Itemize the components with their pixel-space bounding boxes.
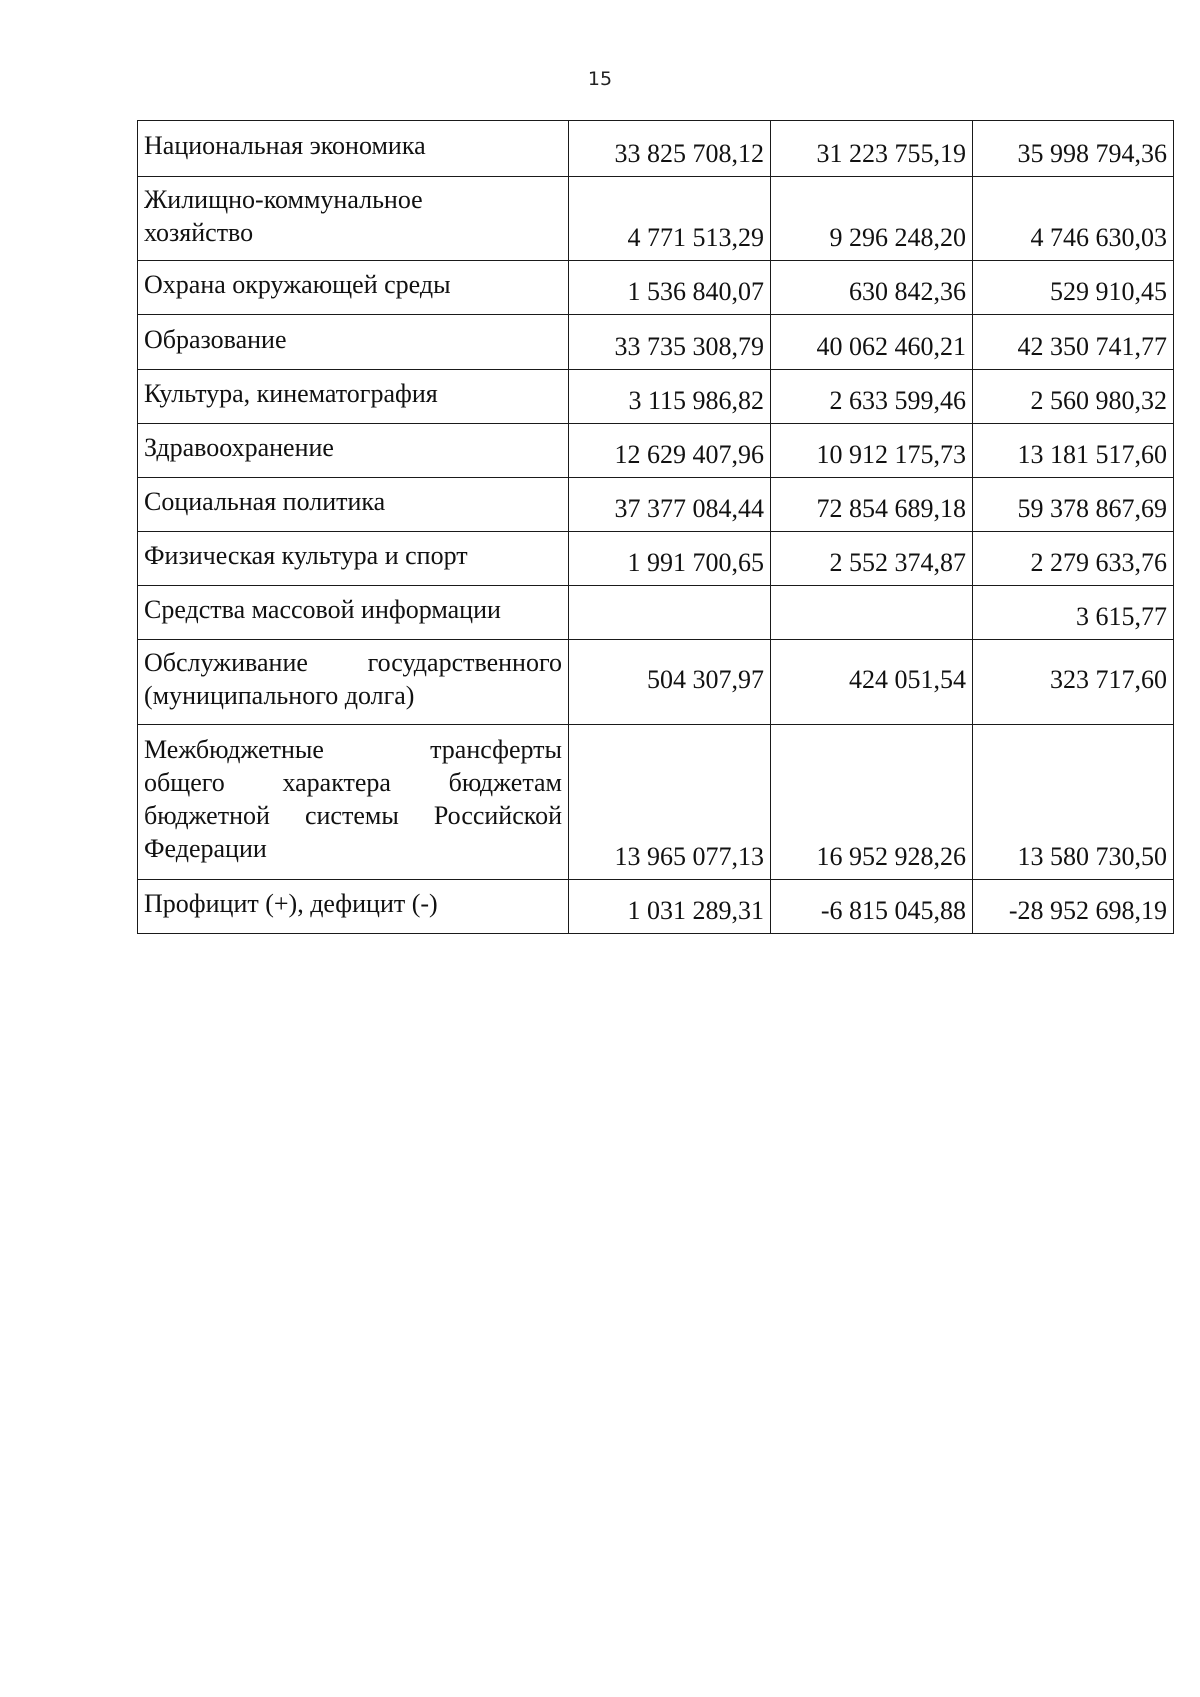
- row-label: [138, 315, 569, 370]
- value-cell: 4 746 630,03: [973, 177, 1174, 261]
- row-label-line: Федерации: [144, 834, 267, 863]
- row-label-line: Физическая культура и спорт: [144, 541, 468, 570]
- value-cell: 323 717,60: [973, 640, 1174, 725]
- row-label-line: Здравоохранение: [144, 433, 334, 462]
- row-label-line: (муниципального долга): [144, 681, 415, 710]
- budget-table: [137, 120, 1174, 934]
- value-cell: 40 062 460,21: [771, 315, 973, 370]
- row-label-line: Обслуживание государственного: [144, 648, 562, 677]
- value-cell: 9 296 248,20: [771, 177, 973, 261]
- value-cell: 42 350 741,77: [973, 315, 1174, 370]
- row-label-line: Межбюджетные трансферты: [144, 735, 562, 764]
- row-label-line: Охрана окружающей среды: [144, 270, 451, 299]
- table-row: [138, 478, 1174, 532]
- value-cell: 33 825 708,12: [569, 121, 771, 177]
- value-cell: 2 560 980,32: [973, 370, 1174, 424]
- row-label: [138, 880, 569, 934]
- value-cell: 13 181 517,60: [973, 424, 1174, 478]
- value-cell: 1 991 700,65: [569, 532, 771, 586]
- value-cell: [569, 586, 771, 640]
- value-cell: 16 952 928,26: [771, 725, 973, 880]
- value-cell: 2 633 599,46: [771, 370, 973, 424]
- value-cell: 59 378 867,69: [973, 478, 1174, 532]
- value-cell: 72 854 689,18: [771, 478, 973, 532]
- table-row: [138, 880, 1174, 934]
- row-label-line: хозяйство: [144, 217, 254, 247]
- table-row: [138, 424, 1174, 478]
- value-cell: 1 536 840,07: [569, 261, 771, 315]
- value-cell: 630 842,36: [771, 261, 973, 315]
- value-cell: 1 031 289,31: [569, 880, 771, 934]
- row-label: [138, 177, 569, 261]
- value-cell: 4 771 513,29: [569, 177, 771, 261]
- value-cell: 13 965 077,13: [569, 725, 771, 880]
- table-row: [138, 532, 1174, 586]
- page-number: 15: [587, 68, 613, 90]
- row-label: [138, 261, 569, 315]
- value-cell: 504 307,97: [569, 640, 771, 725]
- row-label: [138, 532, 569, 586]
- value-cell: 10 912 175,73: [771, 424, 973, 478]
- table-row: [138, 177, 1174, 261]
- row-label: [138, 121, 569, 177]
- value-cell: 424 051,54: [771, 640, 973, 725]
- row-label-line: Профицит (+), дефицит (-): [144, 889, 438, 918]
- value-cell: 31 223 755,19: [771, 121, 973, 177]
- row-label-line: Национальная экономика: [144, 131, 426, 160]
- value-cell: 2 279 633,76: [973, 532, 1174, 586]
- table-row: [138, 586, 1174, 640]
- table-row: [138, 261, 1174, 315]
- table-row: [138, 370, 1174, 424]
- table-row: [138, 725, 1174, 880]
- row-label-line: бюджетной системы Российской: [144, 801, 562, 830]
- row-label: [138, 640, 569, 725]
- value-cell: 12 629 407,96: [569, 424, 771, 478]
- row-label-line: Образование: [144, 324, 287, 354]
- table-row: [138, 315, 1174, 370]
- value-cell: 33 735 308,79: [569, 315, 771, 370]
- row-label-line: Средства массовой информации: [144, 595, 501, 624]
- row-label: [138, 586, 569, 640]
- row-label: [138, 478, 569, 532]
- row-label: [138, 370, 569, 424]
- value-cell: 13 580 730,50: [973, 725, 1174, 880]
- row-label: [138, 725, 569, 880]
- value-cell: 529 910,45: [973, 261, 1174, 315]
- value-cell: 35 998 794,36: [973, 121, 1174, 177]
- value-cell: 3 115 986,82: [569, 370, 771, 424]
- row-label: [138, 424, 569, 478]
- value-cell: 37 377 084,44: [569, 478, 771, 532]
- table-row: [138, 121, 1174, 177]
- row-label-line: Жилищно-коммунальное: [144, 184, 423, 214]
- row-label-line: Социальная политика: [144, 487, 386, 516]
- table-row: [138, 640, 1174, 725]
- value-cell: 2 552 374,87: [771, 532, 973, 586]
- value-cell: -6 815 045,88: [771, 880, 973, 934]
- row-label-line: общего характера бюджетам: [144, 768, 562, 797]
- table-body: [138, 121, 1174, 934]
- value-cell: -28 952 698,19: [973, 880, 1174, 934]
- value-cell: [771, 586, 973, 640]
- value-cell: 3 615,77: [973, 586, 1174, 640]
- row-label-line: Культура, кинематография: [144, 379, 438, 408]
